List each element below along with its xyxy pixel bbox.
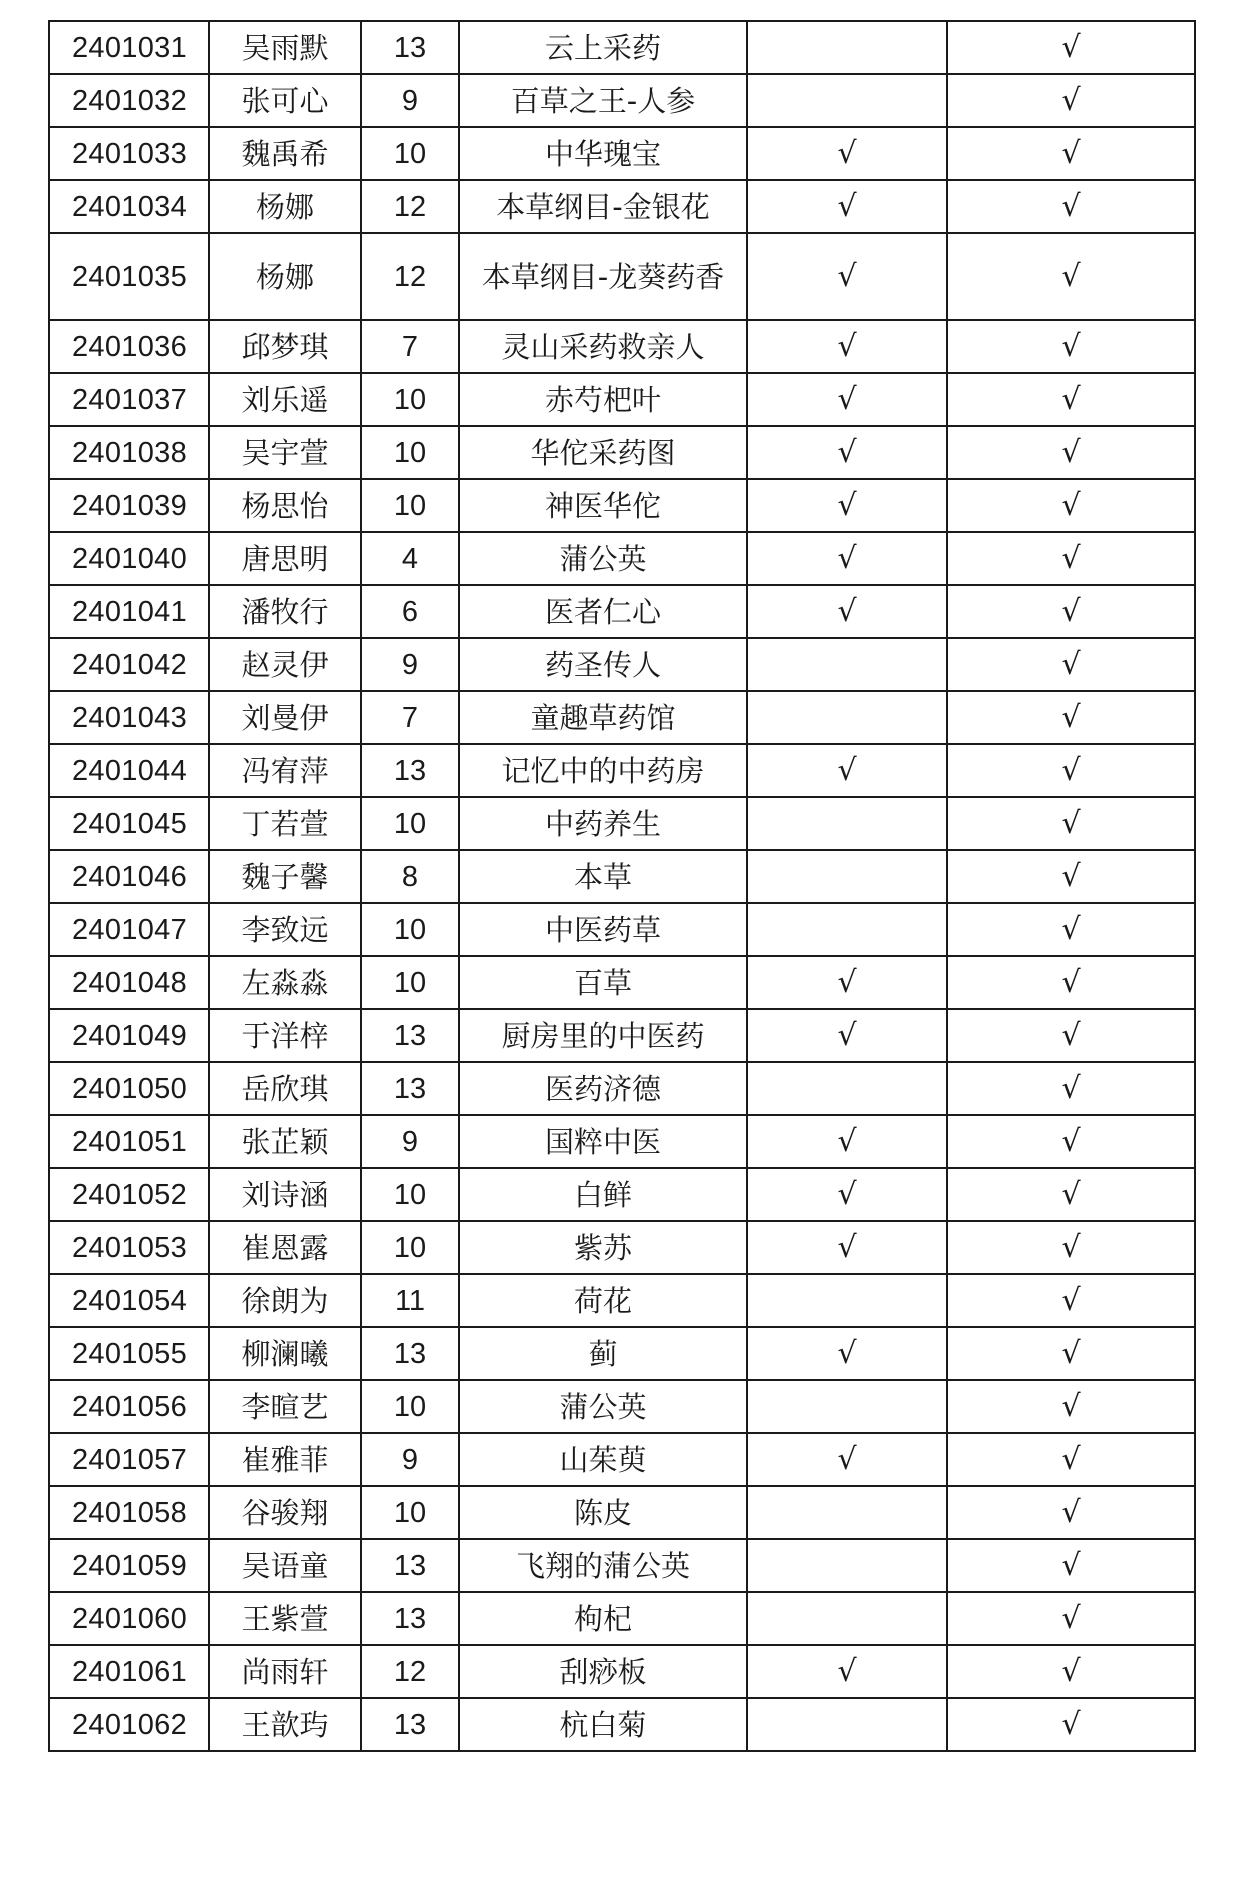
age-cell: 7 [361,691,459,744]
table-row [49,1327,1195,1380]
name-cell: 李暄艺 [209,1380,361,1433]
id-cell: 2401052 [49,1168,209,1221]
id-cell: 2401031 [49,21,209,74]
age-cell: 10 [361,479,459,532]
id-cell: 2401054 [49,1274,209,1327]
title-cell: 中药养生 [459,797,747,850]
check-cell-second: √ [947,21,1195,74]
table-row [49,233,1195,320]
name-cell: 王歆玙 [209,1698,361,1751]
id-cell: 2401041 [49,585,209,638]
age-cell: 13 [361,1327,459,1380]
check-cell-second: √ [947,850,1195,903]
table-row [49,320,1195,373]
title-cell: 国粹中医 [459,1115,747,1168]
check-cell-second: √ [947,956,1195,1009]
id-cell: 2401053 [49,1221,209,1274]
table-row [49,744,1195,797]
title-cell: 中医药草 [459,903,747,956]
age-cell: 10 [361,1168,459,1221]
table-row [49,74,1195,127]
check-cell-first [747,797,947,850]
title-cell: 云上采药 [459,21,747,74]
check-cell-first: √ [747,180,947,233]
id-cell: 2401059 [49,1539,209,1592]
check-cell-first [747,1592,947,1645]
check-cell-first [747,74,947,127]
name-cell: 邱梦琪 [209,320,361,373]
age-cell: 12 [361,1645,459,1698]
id-cell: 2401044 [49,744,209,797]
table-row [49,1062,1195,1115]
age-cell: 8 [361,850,459,903]
title-cell: 枸杞 [459,1592,747,1645]
title-cell: 本草 [459,850,747,903]
table-row [49,1486,1195,1539]
check-cell-first: √ [747,1168,947,1221]
check-cell-second: √ [947,74,1195,127]
name-cell: 吴雨默 [209,21,361,74]
check-cell-first: √ [747,956,947,1009]
check-cell-second: √ [947,1327,1195,1380]
name-cell: 王紫萱 [209,1592,361,1645]
title-cell: 蒲公英 [459,532,747,585]
check-cell-first: √ [747,1115,947,1168]
check-cell-second: √ [947,479,1195,532]
check-cell-second: √ [947,1221,1195,1274]
table-row [49,850,1195,903]
table-row [49,1009,1195,1062]
age-cell: 10 [361,1486,459,1539]
name-cell: 杨思怡 [209,479,361,532]
id-cell: 2401047 [49,903,209,956]
check-cell-first: √ [747,1221,947,1274]
name-cell: 唐思明 [209,532,361,585]
title-cell: 飞翔的蒲公英 [459,1539,747,1592]
check-cell-second: √ [947,180,1195,233]
id-cell: 2401046 [49,850,209,903]
title-cell: 紫苏 [459,1221,747,1274]
table-row [49,479,1195,532]
table-body [49,21,1195,1751]
check-cell-second: √ [947,1009,1195,1062]
id-cell: 2401033 [49,127,209,180]
id-cell: 2401039 [49,479,209,532]
title-cell: 荷花 [459,1274,747,1327]
name-cell: 柳澜曦 [209,1327,361,1380]
id-cell: 2401061 [49,1645,209,1698]
check-cell-first: √ [747,426,947,479]
check-cell-second: √ [947,127,1195,180]
title-cell: 华佗采药图 [459,426,747,479]
table-row [49,956,1195,1009]
check-cell-first: √ [747,233,947,320]
id-cell: 2401045 [49,797,209,850]
id-cell: 2401051 [49,1115,209,1168]
age-cell: 12 [361,180,459,233]
name-cell: 冯宥萍 [209,744,361,797]
table-row [49,1380,1195,1433]
name-cell: 李致远 [209,903,361,956]
age-cell: 13 [361,1698,459,1751]
table-row [49,1274,1195,1327]
check-cell-second: √ [947,1062,1195,1115]
id-cell: 2401056 [49,1380,209,1433]
check-cell-second: √ [947,426,1195,479]
check-cell-second: √ [947,691,1195,744]
age-cell: 10 [361,956,459,1009]
age-cell: 9 [361,1433,459,1486]
table-row [49,21,1195,74]
title-cell: 白鲜 [459,1168,747,1221]
check-cell-second: √ [947,320,1195,373]
name-cell: 魏子馨 [209,850,361,903]
title-cell: 记忆中的中药房 [459,744,747,797]
check-cell-first: √ [747,744,947,797]
title-cell: 赤芍杷叶 [459,373,747,426]
id-cell: 2401050 [49,1062,209,1115]
age-cell: 7 [361,320,459,373]
age-cell: 13 [361,744,459,797]
check-cell-first: √ [747,1433,947,1486]
title-cell: 百草 [459,956,747,1009]
check-cell-second: √ [947,1539,1195,1592]
title-cell: 刮痧板 [459,1645,747,1698]
name-cell: 吴宇萱 [209,426,361,479]
name-cell: 徐朗为 [209,1274,361,1327]
age-cell: 10 [361,127,459,180]
age-cell: 10 [361,1380,459,1433]
check-cell-first: √ [747,532,947,585]
title-cell: 本草纲目-龙葵药香 [459,233,747,320]
table-row [49,373,1195,426]
title-cell: 医药济德 [459,1062,747,1115]
table-row [49,1592,1195,1645]
age-cell: 10 [361,1221,459,1274]
id-cell: 2401060 [49,1592,209,1645]
age-cell: 6 [361,585,459,638]
check-cell-first [747,638,947,691]
id-cell: 2401038 [49,426,209,479]
title-cell: 灵山采药救亲人 [459,320,747,373]
check-cell-second: √ [947,585,1195,638]
name-cell: 尚雨轩 [209,1645,361,1698]
check-cell-second: √ [947,373,1195,426]
name-cell: 魏禹希 [209,127,361,180]
check-cell-first: √ [747,320,947,373]
check-cell-first: √ [747,1645,947,1698]
check-cell-second: √ [947,1698,1195,1751]
check-cell-first [747,21,947,74]
check-cell-second: √ [947,1486,1195,1539]
id-cell: 2401032 [49,74,209,127]
check-cell-second: √ [947,797,1195,850]
title-cell: 山茱萸 [459,1433,747,1486]
title-cell: 杭白菊 [459,1698,747,1751]
check-cell-first: √ [747,1009,947,1062]
title-cell: 神医华佗 [459,479,747,532]
age-cell: 10 [361,373,459,426]
name-cell: 刘乐遥 [209,373,361,426]
check-cell-second: √ [947,233,1195,320]
check-cell-second: √ [947,903,1195,956]
check-cell-first: √ [747,479,947,532]
table-row [49,1168,1195,1221]
check-cell-second: √ [947,1433,1195,1486]
check-cell-first [747,903,947,956]
check-cell-first: √ [747,373,947,426]
title-cell: 童趣草药馆 [459,691,747,744]
age-cell: 9 [361,638,459,691]
age-cell: 10 [361,426,459,479]
name-cell: 张芷颖 [209,1115,361,1168]
name-cell: 丁若萱 [209,797,361,850]
name-cell: 赵灵伊 [209,638,361,691]
title-cell: 本草纲目-金银花 [459,180,747,233]
age-cell: 13 [361,21,459,74]
results-table [48,20,1196,1752]
name-cell: 谷骏翔 [209,1486,361,1539]
name-cell: 杨娜 [209,233,361,320]
table-row [49,1698,1195,1751]
id-cell: 2401062 [49,1698,209,1751]
age-cell: 12 [361,233,459,320]
title-cell: 中华瑰宝 [459,127,747,180]
check-cell-first [747,1274,947,1327]
title-cell: 厨房里的中医药 [459,1009,747,1062]
table-row [49,585,1195,638]
table-row [49,903,1195,956]
check-cell-second: √ [947,532,1195,585]
name-cell: 于洋梓 [209,1009,361,1062]
name-cell: 潘牧行 [209,585,361,638]
age-cell: 9 [361,1115,459,1168]
id-cell: 2401058 [49,1486,209,1539]
age-cell: 10 [361,797,459,850]
title-cell: 百草之王-人参 [459,74,747,127]
id-cell: 2401043 [49,691,209,744]
name-cell: 刘诗涵 [209,1168,361,1221]
table-row [49,638,1195,691]
name-cell: 崔恩露 [209,1221,361,1274]
check-cell-first [747,1486,947,1539]
check-cell-first [747,850,947,903]
check-cell-second: √ [947,1115,1195,1168]
name-cell: 张可心 [209,74,361,127]
check-cell-first [747,1062,947,1115]
age-cell: 10 [361,903,459,956]
id-cell: 2401055 [49,1327,209,1380]
age-cell: 13 [361,1009,459,1062]
id-cell: 2401037 [49,373,209,426]
table-row [49,180,1195,233]
table-row [49,797,1195,850]
table-row [49,1221,1195,1274]
title-cell: 蓟 [459,1327,747,1380]
id-cell: 2401040 [49,532,209,585]
check-cell-first [747,1698,947,1751]
id-cell: 2401048 [49,956,209,1009]
age-cell: 13 [361,1592,459,1645]
title-cell: 蒲公英 [459,1380,747,1433]
name-cell: 吴语童 [209,1539,361,1592]
id-cell: 2401035 [49,233,209,320]
table-row [49,532,1195,585]
name-cell: 崔雅菲 [209,1433,361,1486]
id-cell: 2401057 [49,1433,209,1486]
check-cell-second: √ [947,744,1195,797]
table-row [49,1645,1195,1698]
id-cell: 2401042 [49,638,209,691]
name-cell: 左淼淼 [209,956,361,1009]
name-cell: 杨娜 [209,180,361,233]
age-cell: 9 [361,74,459,127]
age-cell: 11 [361,1274,459,1327]
age-cell: 13 [361,1539,459,1592]
check-cell-second: √ [947,638,1195,691]
check-cell-first [747,1539,947,1592]
title-cell: 陈皮 [459,1486,747,1539]
table-row [49,1539,1195,1592]
check-cell-first [747,1380,947,1433]
table-row [49,1433,1195,1486]
check-cell-second: √ [947,1274,1195,1327]
check-cell-second: √ [947,1592,1195,1645]
check-cell-second: √ [947,1380,1195,1433]
id-cell: 2401034 [49,180,209,233]
table-row [49,426,1195,479]
age-cell: 13 [361,1062,459,1115]
check-cell-first: √ [747,127,947,180]
id-cell: 2401049 [49,1009,209,1062]
name-cell: 岳欣琪 [209,1062,361,1115]
check-cell-first: √ [747,1327,947,1380]
age-cell: 4 [361,532,459,585]
table-row [49,1115,1195,1168]
title-cell: 药圣传人 [459,638,747,691]
table-row [49,691,1195,744]
check-cell-second: √ [947,1645,1195,1698]
table-row [49,127,1195,180]
title-cell: 医者仁心 [459,585,747,638]
check-cell-first: √ [747,585,947,638]
check-cell-first [747,691,947,744]
id-cell: 2401036 [49,320,209,373]
check-cell-second: √ [947,1168,1195,1221]
name-cell: 刘曼伊 [209,691,361,744]
